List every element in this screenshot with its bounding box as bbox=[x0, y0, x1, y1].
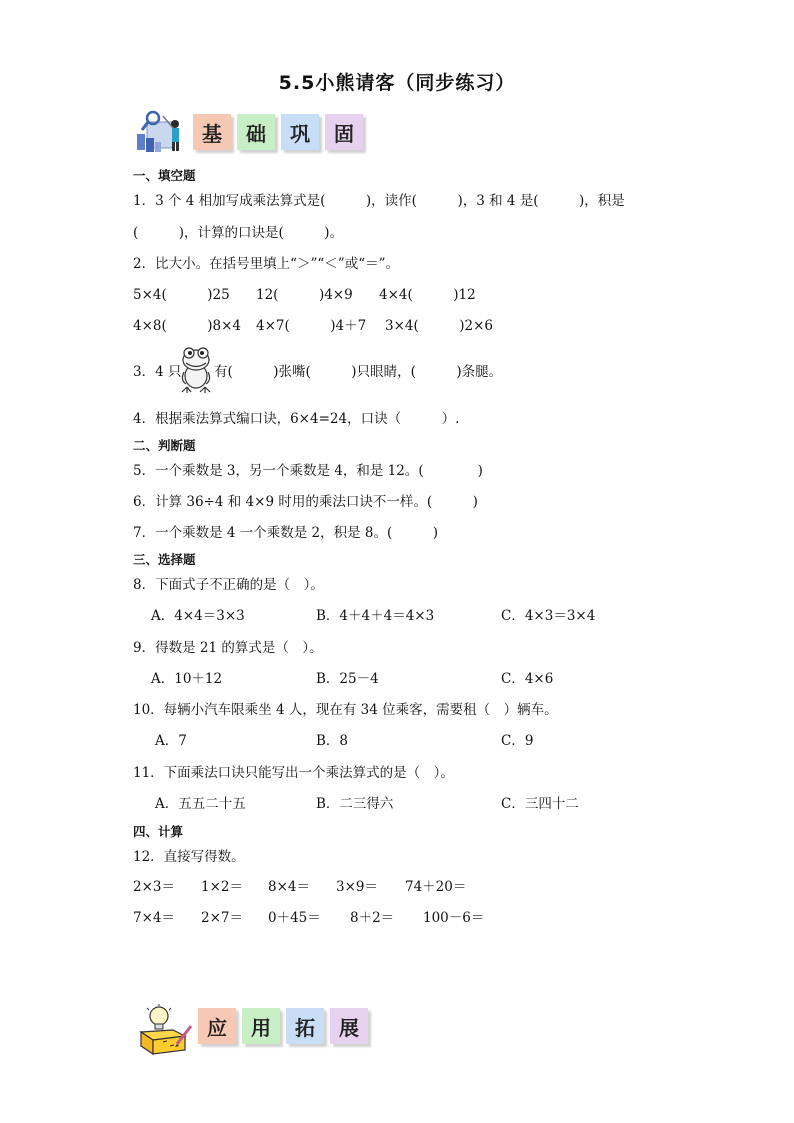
question-2-stem: 2．比大小。在括号里填上“＞”“＜”或“＝”。 bbox=[133, 256, 399, 272]
option-c: C．4×3＝3×4 bbox=[501, 608, 596, 624]
calc-item: 2×3＝ bbox=[133, 879, 175, 895]
banner-basic bbox=[133, 108, 383, 158]
option-a: A．7 bbox=[155, 733, 187, 749]
calc-item: 1×2＝ bbox=[201, 879, 243, 895]
banner-tile: 巩 bbox=[281, 114, 319, 150]
question-8-stem: 8．下面式子不正确的是（ ）。 bbox=[133, 577, 324, 593]
section-fill-blank: 一、填空题 bbox=[133, 168, 196, 183]
option-b: B．8 bbox=[316, 733, 349, 749]
section-calculation: 四、计算 bbox=[133, 824, 184, 839]
question-11-stem: 11．下面乘法口诀只能写出一个乘法算式的是（ ）。 bbox=[133, 765, 454, 781]
banner-extend bbox=[133, 1004, 393, 1058]
frog-icon bbox=[178, 346, 214, 394]
banner-tile: 基 bbox=[193, 114, 231, 150]
compare-item: 5×4( )25 bbox=[133, 287, 230, 303]
option-a: A．五五二十五 bbox=[155, 796, 246, 812]
question-1-line-2: ( )，计算的口诀是( )。 bbox=[133, 225, 344, 241]
calc-item: 8×4＝ bbox=[268, 879, 310, 895]
question-6: 6．计算 36÷4 和 4×9 时用的乘法口诀不一样。( ) bbox=[133, 494, 478, 510]
banner-tile: 础 bbox=[237, 114, 275, 150]
question-9-stem: 9．得数是 21 的算式是（ ）。 bbox=[133, 640, 323, 656]
option-b: B．25－4 bbox=[316, 671, 379, 687]
option-a: A．10＋12 bbox=[151, 671, 223, 687]
compare-item: 4×7( )4＋7 bbox=[256, 318, 367, 334]
option-b: B．二三得六 bbox=[316, 796, 394, 812]
banner-tile: 拓 bbox=[286, 1008, 324, 1044]
option-b: B．4＋4＋4＝4×3 bbox=[316, 608, 435, 624]
option-c: C．9 bbox=[501, 733, 534, 749]
banner-tile: 用 bbox=[242, 1008, 280, 1044]
option-a: A．4×4＝3×3 bbox=[151, 608, 245, 624]
question-4: 4．根据乘法算式编口诀，6×4=24，口诀（ ）. bbox=[133, 411, 460, 427]
question-3-prefix: 3．4 只 bbox=[133, 364, 182, 380]
compare-item: 4×4( )12 bbox=[379, 287, 476, 303]
question-3-text: 有( )张嘴( )只眼睛，( )条腿。 bbox=[214, 364, 503, 380]
compare-item: 12( )4×9 bbox=[256, 287, 353, 303]
calc-item: 0＋45＝ bbox=[268, 910, 321, 926]
question-10-stem: 10．每辆小汽车限乘坐 4 人，现在有 34 位乘客，需要租（ ）辆车。 bbox=[133, 702, 558, 718]
study-icon bbox=[133, 108, 191, 156]
lightbulb-box-icon bbox=[133, 1004, 195, 1056]
section-true-false: 二、判断题 bbox=[133, 438, 196, 453]
page-title: 5.5小熊请客（同步练习） bbox=[278, 72, 516, 94]
banner-tile: 固 bbox=[325, 114, 363, 150]
section-multiple-choice: 三、选择题 bbox=[133, 552, 196, 567]
question-12-stem: 12．直接写得数。 bbox=[133, 849, 245, 865]
banner-extend-tiles bbox=[198, 1008, 368, 1044]
calc-item: 8＋2＝ bbox=[350, 910, 395, 926]
banner-tile: 展 bbox=[330, 1008, 368, 1044]
compare-item: 4×8( )8×4 bbox=[133, 318, 242, 334]
calc-item: 2×7＝ bbox=[201, 910, 243, 926]
question-5: 5．一个乘数是 3，另一个乘数是 4，和是 12。( ) bbox=[133, 463, 483, 479]
option-c: C．三四十二 bbox=[501, 796, 579, 812]
banner-tile: 应 bbox=[198, 1008, 236, 1044]
question-7: 7．一个乘数是 4 一个乘数是 2，积是 8。( ) bbox=[133, 525, 439, 541]
calc-item: 3×9＝ bbox=[336, 879, 378, 895]
calc-item: 100－6＝ bbox=[423, 910, 485, 926]
calc-item: 7×4＝ bbox=[133, 910, 175, 926]
compare-item: 3×4( )2×6 bbox=[385, 318, 494, 334]
banner-basic-tiles bbox=[193, 114, 363, 150]
option-c: C．4×6 bbox=[501, 671, 554, 687]
calc-item: 74＋20＝ bbox=[405, 879, 467, 895]
question-1-line-1: 1．3 个 4 相加写成乘法算式是( )，读作( )，3 和 4 是( )，积是 bbox=[133, 193, 625, 209]
